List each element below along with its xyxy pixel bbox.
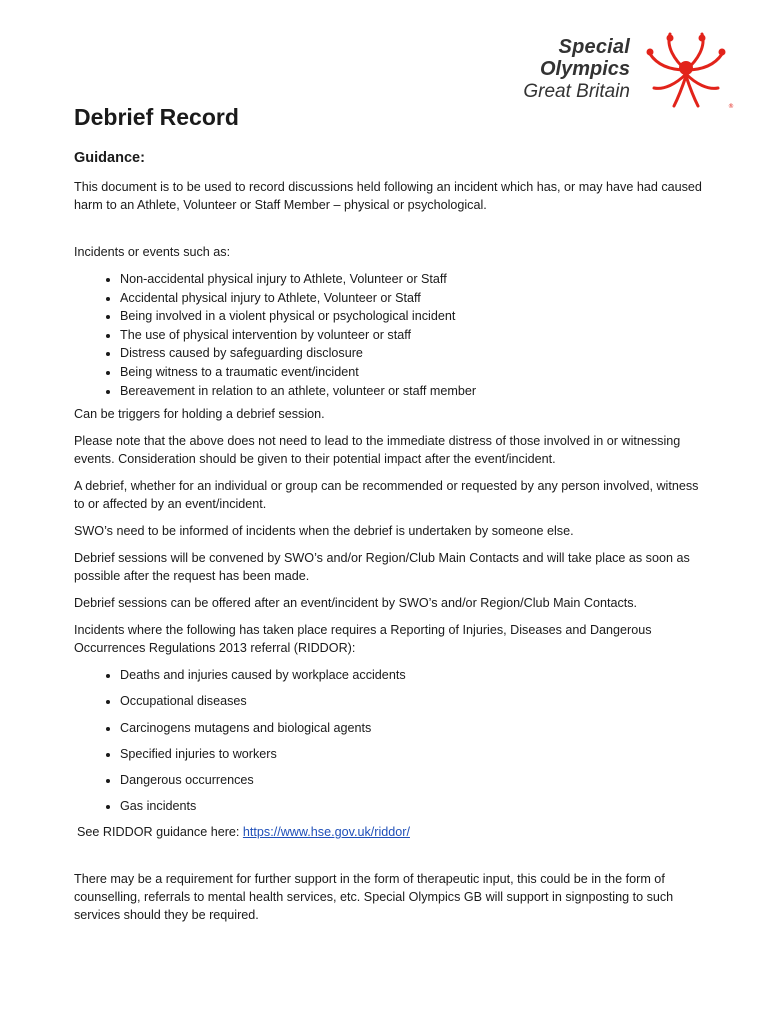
logo-line-olympics: Olympics	[539, 58, 630, 80]
riddor-guidance-label: See RIDDOR guidance here:	[77, 825, 243, 840]
document-body	[74, 178, 704, 933]
list-item: • Dangerous occurrences	[120, 771, 704, 790]
list-item: • The use of physical intervention by volunteer or staff	[120, 326, 704, 345]
riddor-list	[74, 666, 704, 816]
incidents-list	[74, 270, 704, 400]
logo-text	[523, 36, 630, 104]
list-item: • Bereavement in relation to an athlete, volunteer or staff member	[120, 382, 704, 401]
logo-line-great-britain: Great Britain	[523, 81, 630, 102]
list-item: • Being involved in a violent physical or psychological incident	[120, 307, 704, 326]
list-item: • Specified injuries to workers	[120, 745, 704, 764]
riddor-guidance	[77, 823, 704, 841]
list-item: • Occupational diseases	[120, 692, 704, 711]
guidance-heading: Guidance:	[74, 150, 145, 166]
svg-text:®: ®	[728, 103, 734, 110]
paragraph-debrief: A debrief, whether for an individual or group can be recommended or requested by any person involved, witness to or affected by an event/incident.	[74, 479, 699, 512]
logo-line-special: Special	[558, 36, 630, 58]
incidents-intro: Incidents or events such as:	[74, 245, 231, 259]
spacer	[74, 850, 704, 870]
list-item: • Gas incidents	[120, 797, 704, 816]
paragraph-riddor: Incidents where the following has taken place requires a Reporting of Injuries, Diseases and Dangerous Occurrences Regulations 2013 referral (RIDDOR):	[74, 623, 652, 656]
list-item: • Being witness to a traumatic event/incident	[120, 363, 704, 382]
special-olympics-emblem-icon	[636, 30, 736, 110]
special-olympics-logo	[496, 30, 736, 110]
list-item: • Deaths and injuries caused by workplace accidents	[120, 666, 704, 685]
spacer	[74, 223, 704, 243]
paragraph-convened: Debrief sessions will be convened by SWO’s and/or Region/Club Main Contacts and will take place as soon as possible after the request has been made.	[74, 551, 690, 584]
intro-paragraph: This document is to be used to record discussions held following an incident which has, or may have had caused harm to an Athlete, Volunteer or Staff Member – physical or psychological.	[74, 180, 702, 212]
paragraph-offered: Debrief sessions can be offered after an event/incident by SWO’s and/or Region/Club Main Contacts.	[74, 596, 638, 611]
paragraph-swo-informed: SWO’s need to be informed of incidents when the debrief is undertaken by someone else.	[74, 524, 574, 539]
list-item: • Non-accidental physical injury to Athlete, Volunteer or Staff	[120, 270, 704, 289]
page-title: Debrief Record	[74, 104, 239, 130]
list-item: • Accidental physical injury to Athlete, Volunteer or Staff	[120, 289, 704, 308]
list-item: • Distress caused by safeguarding disclosure	[120, 344, 704, 363]
riddor-link[interactable]: https://www.hse.gov.uk/riddor/	[242, 825, 410, 840]
paragraph-note: Please note that the above does not need to lead to the immediate distress of those involved in or witnessing events. Consideration should be given to their potential impact after the event/incident.	[74, 434, 681, 467]
list-item: • Carcinogens mutagens and biological agents	[120, 719, 704, 738]
closing-paragraph: There may be a requirement for further support in the form of therapeutic input, this could be in the form of counselling, referrals to mental health services, etc. Special Olympics GB will support in signposting to such services should they be required.	[74, 872, 674, 923]
paragraph-triggers: Can be triggers for holding a debrief session.	[74, 407, 325, 422]
